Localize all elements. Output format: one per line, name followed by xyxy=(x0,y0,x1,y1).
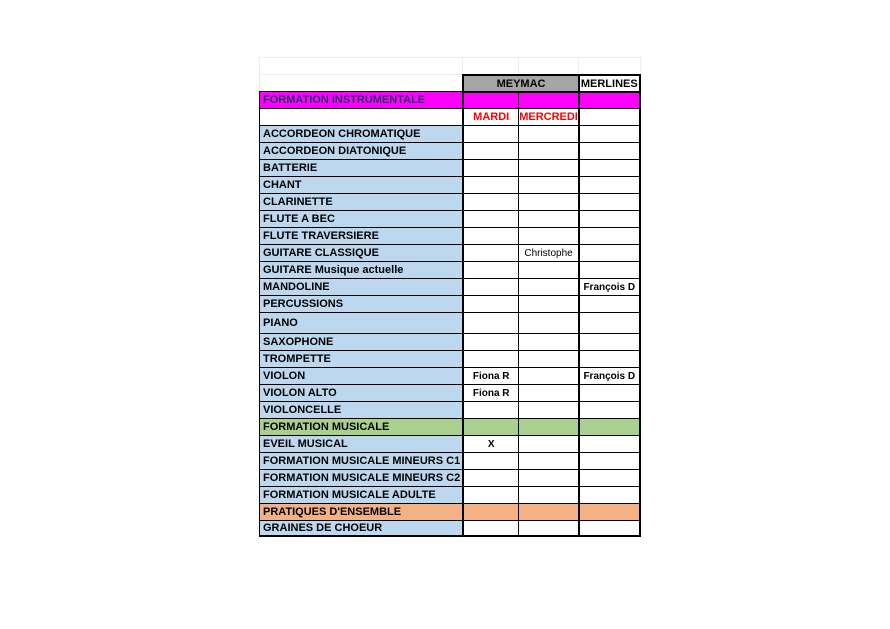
data-cell-merlines xyxy=(578,227,641,244)
data-cell-mercredi xyxy=(518,435,578,452)
data-cell-mardi xyxy=(462,193,518,210)
data-cell-mercredi xyxy=(518,333,578,350)
row-label-cell: ACCORDEON CHROMATIQUE xyxy=(259,125,462,142)
data-cell-merlines xyxy=(578,125,641,142)
data-cell-mercredi xyxy=(518,91,578,108)
data-cell-mercredi xyxy=(518,452,578,469)
data-cell-mercredi xyxy=(518,193,578,210)
table-row xyxy=(259,261,641,278)
data-cell-mardi xyxy=(462,312,518,333)
row-label-cell: VIOLON ALTO xyxy=(259,384,462,401)
row-label-cell: FORMATION MUSICALE MINEURS C2 xyxy=(259,469,462,486)
data-cell-merlines xyxy=(578,159,641,176)
data-cell-mardi xyxy=(462,176,518,193)
empty-label-cell xyxy=(259,108,462,125)
subheader-mercredi: MERCREDI xyxy=(518,108,578,125)
row-label-cell: MANDOLINE xyxy=(259,278,462,295)
schedule-table xyxy=(259,57,641,537)
data-cell-mercredi xyxy=(518,401,578,418)
data-cell-mercredi xyxy=(518,261,578,278)
table-row xyxy=(259,469,641,486)
subheader-mardi: MARDI xyxy=(462,108,518,125)
data-cell-mercredi xyxy=(518,210,578,227)
table-row xyxy=(259,367,641,384)
table-row xyxy=(259,159,641,176)
data-cell-merlines xyxy=(578,261,641,278)
data-cell-mardi xyxy=(462,469,518,486)
row-label-cell: TROMPETTE xyxy=(259,350,462,367)
table-row xyxy=(259,193,641,210)
data-cell-mercredi xyxy=(518,278,578,295)
section-title-cell: FORMATION INSTRUMENTALE xyxy=(259,91,462,108)
schedule-rows xyxy=(259,57,641,537)
data-cell-mardi xyxy=(462,520,518,537)
data-cell-merlines xyxy=(578,486,641,503)
table-row xyxy=(259,295,641,312)
table-row xyxy=(259,244,641,261)
data-cell-mardi xyxy=(462,452,518,469)
data-cell-merlines: François D xyxy=(578,278,641,295)
table-row xyxy=(259,384,641,401)
data-cell-mercredi: Christophe xyxy=(518,244,578,261)
data-cell-merlines xyxy=(578,244,641,261)
table-row xyxy=(259,486,641,503)
row-label-cell: VIOLON xyxy=(259,367,462,384)
data-cell-mercredi xyxy=(518,469,578,486)
table-row xyxy=(259,418,641,435)
data-cell-mardi xyxy=(462,295,518,312)
empty-cell xyxy=(518,57,578,74)
data-cell-merlines xyxy=(578,333,641,350)
table-row xyxy=(259,520,641,537)
row-label-cell: GUITARE Musique actuelle xyxy=(259,261,462,278)
empty-cell xyxy=(462,57,518,74)
data-cell-mercredi xyxy=(518,350,578,367)
data-cell-merlines xyxy=(578,312,641,333)
data-cell-mardi xyxy=(462,503,518,520)
table-row xyxy=(259,210,641,227)
data-cell-mercredi xyxy=(518,520,578,537)
header-meymac: MEYMAC xyxy=(462,74,578,91)
row-label-cell: FORMATION MUSICALE MINEURS C1 xyxy=(259,452,462,469)
data-cell-merlines: François D xyxy=(578,367,641,384)
data-cell-mercredi xyxy=(518,503,578,520)
row-label-cell: VIOLONCELLE xyxy=(259,401,462,418)
data-cell-mardi: Fiona R xyxy=(462,384,518,401)
table-row xyxy=(259,57,641,74)
row-label-cell: BATTERIE xyxy=(259,159,462,176)
table-row xyxy=(259,125,641,142)
data-cell-mardi xyxy=(462,278,518,295)
data-cell-mercredi xyxy=(518,227,578,244)
data-cell-merlines xyxy=(578,503,641,520)
data-cell-merlines xyxy=(578,435,641,452)
data-cell-mercredi xyxy=(518,142,578,159)
data-cell-mercredi xyxy=(518,367,578,384)
data-cell-merlines xyxy=(578,108,641,125)
data-cell-mardi xyxy=(462,486,518,503)
table-row xyxy=(259,278,641,295)
data-cell-merlines xyxy=(578,142,641,159)
row-label-cell: CLARINETTE xyxy=(259,193,462,210)
data-cell-mercredi xyxy=(518,159,578,176)
row-label-cell: SAXOPHONE xyxy=(259,333,462,350)
data-cell-mardi xyxy=(462,261,518,278)
data-cell-mardi: Fiona R xyxy=(462,367,518,384)
row-label-cell: FORMATION MUSICALE ADULTE xyxy=(259,486,462,503)
table-row xyxy=(259,503,641,520)
data-cell-mercredi xyxy=(518,486,578,503)
section-title-cell: FORMATION MUSICALE xyxy=(259,418,462,435)
data-cell-mardi xyxy=(462,333,518,350)
header-merlines: MERLINES xyxy=(578,74,641,91)
table-row xyxy=(259,333,641,350)
row-label-cell: GRAINES DE CHOEUR xyxy=(259,520,462,537)
data-cell-mardi: X xyxy=(462,435,518,452)
table-row xyxy=(259,176,641,193)
table-row xyxy=(259,74,641,91)
schedule-grid xyxy=(259,57,641,537)
data-cell-merlines xyxy=(578,418,641,435)
data-cell-merlines xyxy=(578,295,641,312)
data-cell-mardi xyxy=(462,401,518,418)
data-cell-merlines xyxy=(578,401,641,418)
data-cell-merlines xyxy=(578,176,641,193)
data-cell-mardi xyxy=(462,210,518,227)
data-cell-merlines xyxy=(578,469,641,486)
table-row xyxy=(259,350,641,367)
table-row xyxy=(259,227,641,244)
data-cell-mardi xyxy=(462,244,518,261)
data-cell-mercredi xyxy=(518,418,578,435)
row-label-cell: ACCORDEON DIATONIQUE xyxy=(259,142,462,159)
data-cell-mardi xyxy=(462,227,518,244)
section-title-cell: PRATIQUES D'ENSEMBLE xyxy=(259,503,462,520)
empty-cell xyxy=(259,74,462,91)
row-label-cell: GUITARE CLASSIQUE xyxy=(259,244,462,261)
table-row xyxy=(259,91,641,108)
table-row xyxy=(259,401,641,418)
data-cell-mercredi xyxy=(518,176,578,193)
table-row xyxy=(259,142,641,159)
data-cell-merlines xyxy=(578,210,641,227)
data-cell-merlines xyxy=(578,384,641,401)
data-cell-merlines xyxy=(578,193,641,210)
table-row xyxy=(259,452,641,469)
data-cell-mercredi xyxy=(518,384,578,401)
row-label-cell: PERCUSSIONS xyxy=(259,295,462,312)
data-cell-mardi xyxy=(462,91,518,108)
data-cell-mercredi xyxy=(518,125,578,142)
data-cell-merlines xyxy=(578,350,641,367)
data-cell-mercredi xyxy=(518,312,578,333)
data-cell-merlines xyxy=(578,520,641,537)
row-label-cell: CHANT xyxy=(259,176,462,193)
data-cell-mardi xyxy=(462,418,518,435)
data-cell-mardi xyxy=(462,125,518,142)
empty-cell xyxy=(259,57,462,74)
row-label-cell: FLUTE A BEC xyxy=(259,210,462,227)
table-row xyxy=(259,435,641,452)
row-label-cell: FLUTE TRAVERSIERE xyxy=(259,227,462,244)
data-cell-merlines xyxy=(578,452,641,469)
data-cell-mardi xyxy=(462,142,518,159)
data-cell-mercredi xyxy=(518,295,578,312)
row-label-cell: PIANO xyxy=(259,312,462,333)
table-row xyxy=(259,312,641,333)
empty-cell xyxy=(578,57,641,74)
data-cell-mardi xyxy=(462,350,518,367)
row-label-cell: EVEIL MUSICAL xyxy=(259,435,462,452)
data-cell-merlines xyxy=(578,91,641,108)
table-row xyxy=(259,108,641,125)
data-cell-mardi xyxy=(462,159,518,176)
